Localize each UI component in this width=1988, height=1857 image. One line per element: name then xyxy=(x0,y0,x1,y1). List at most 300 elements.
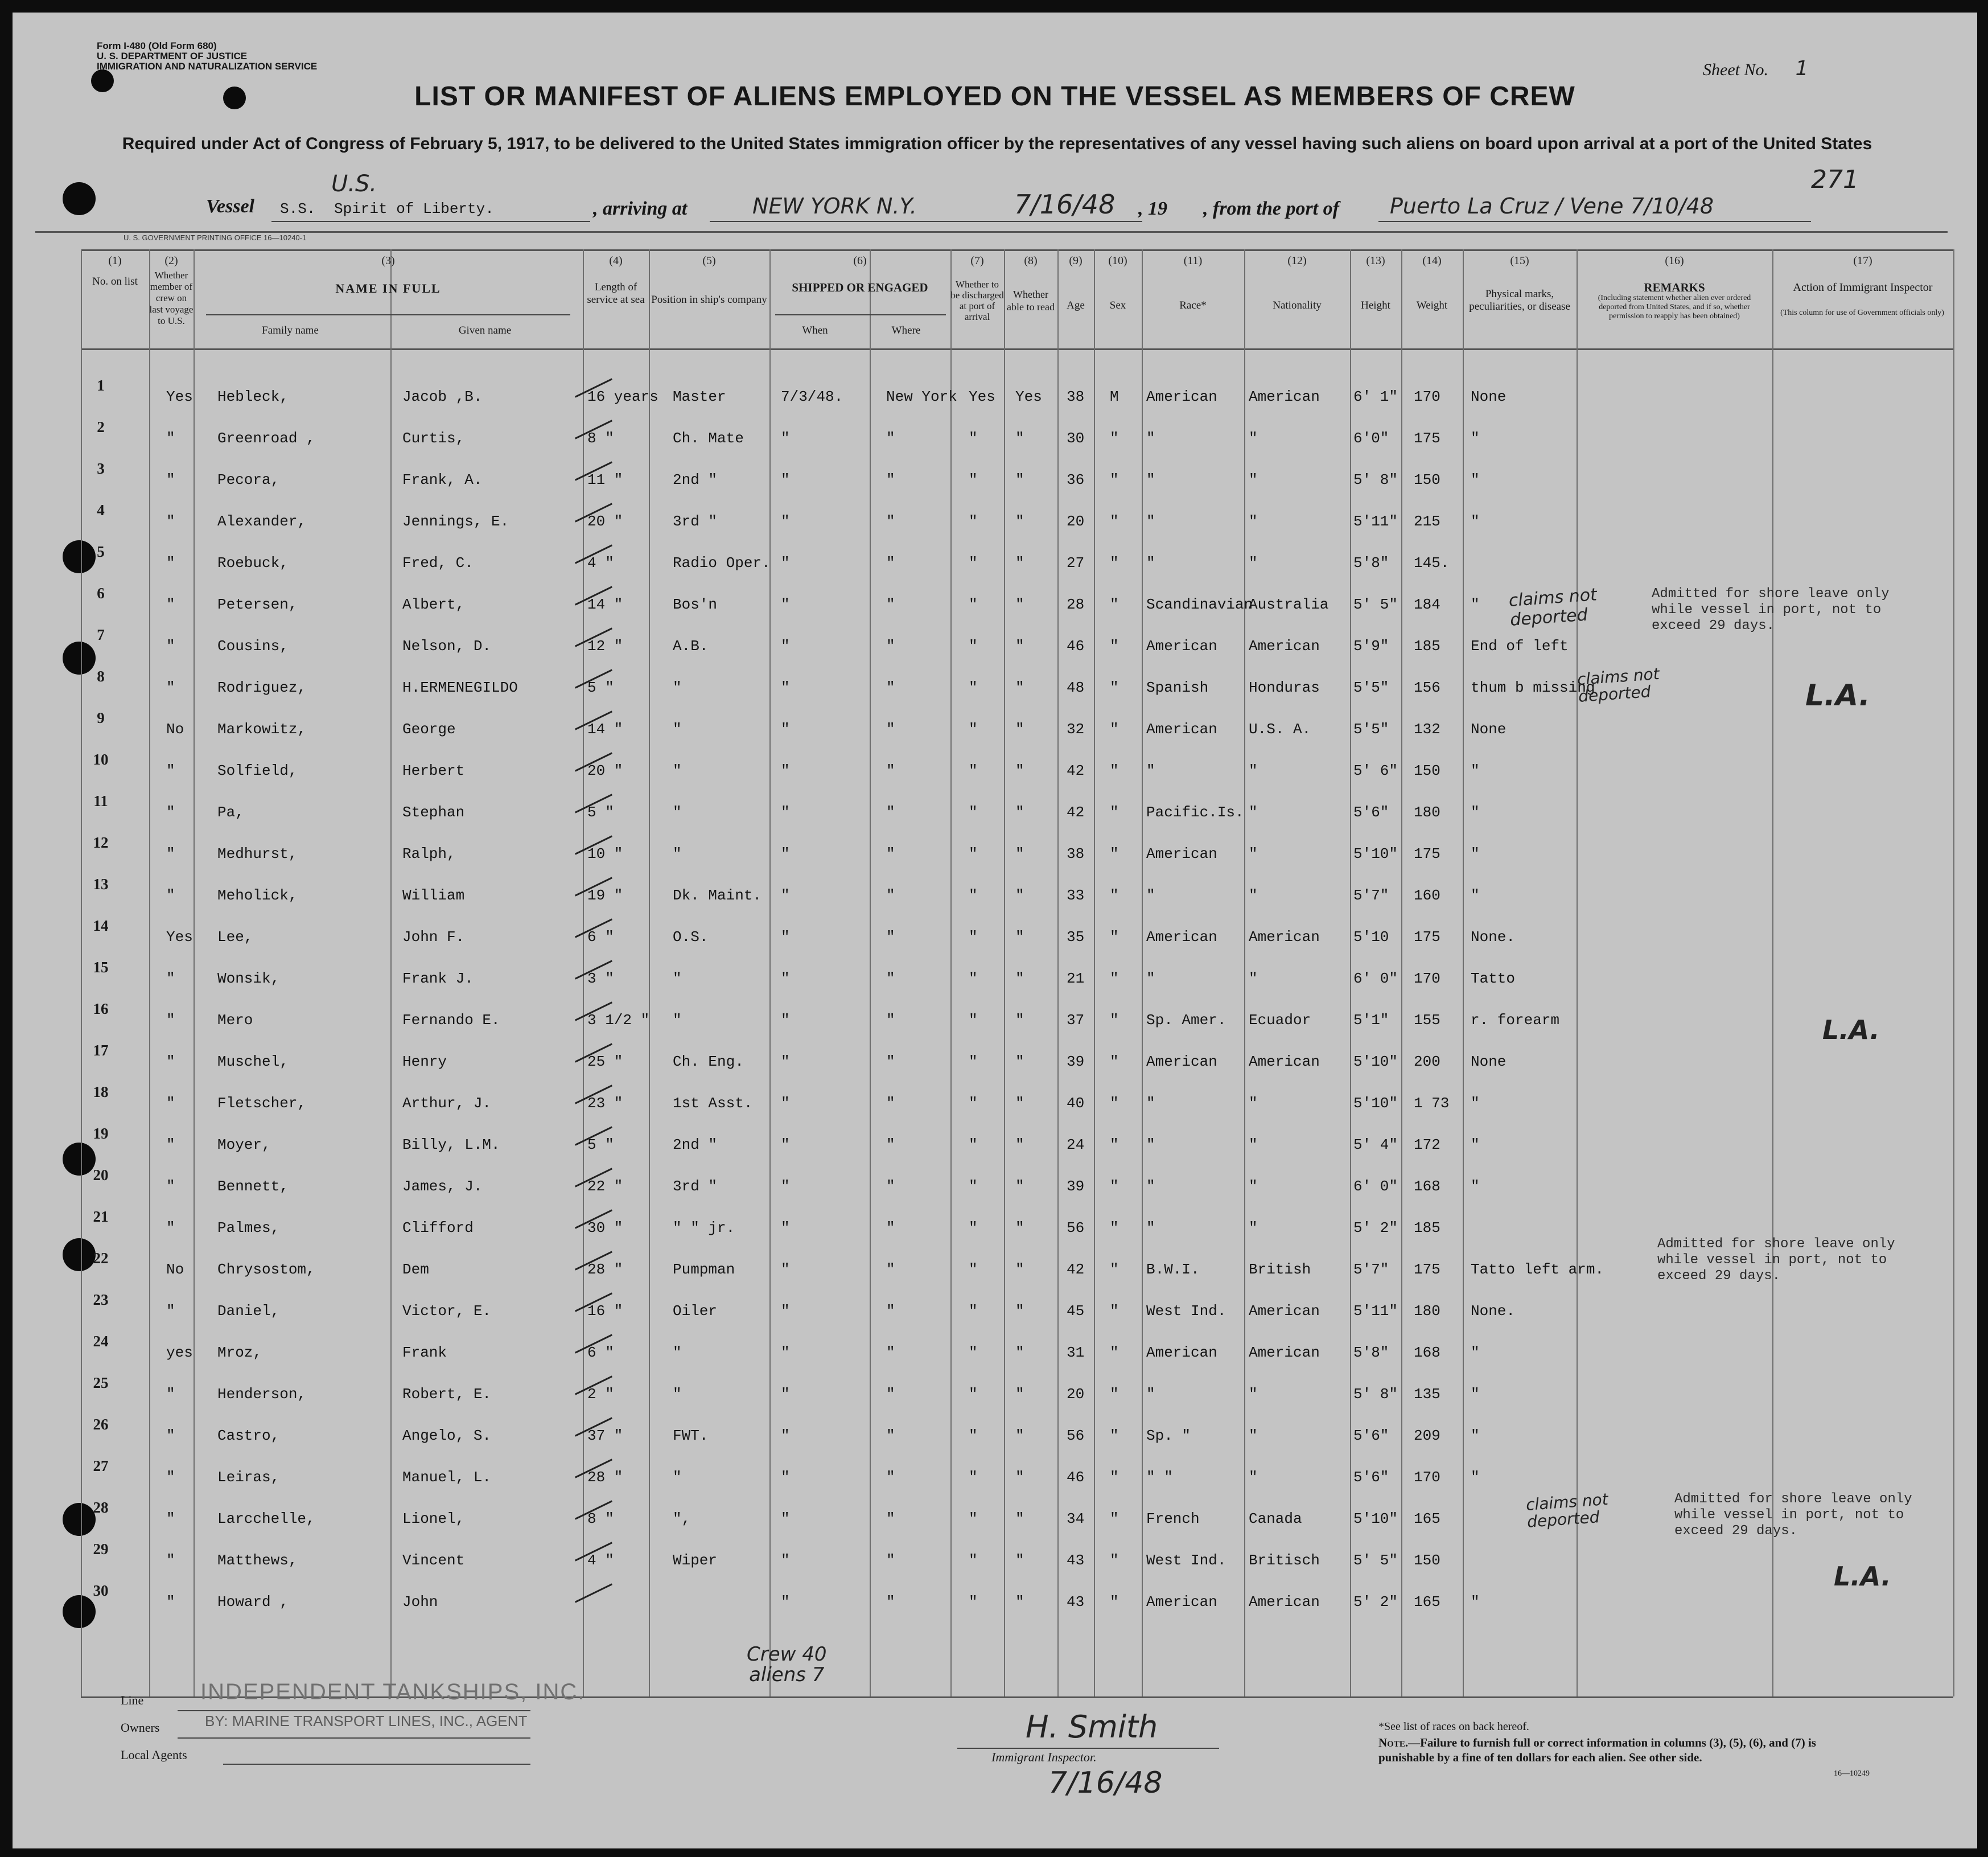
header-no-on-list: No. on list xyxy=(92,276,138,287)
cell-nationality: American xyxy=(1249,1593,1320,1611)
cell-prev-voyage: " xyxy=(166,1510,175,1527)
cell-shipped-where: " xyxy=(886,1053,895,1070)
cell-age: 38 xyxy=(1067,388,1085,405)
cell-prev-voyage: " xyxy=(166,1012,175,1029)
cell-physical-marks: " xyxy=(1471,471,1480,488)
cell-family-name: Bennett, xyxy=(217,1178,289,1195)
cell-shipped-when: " xyxy=(781,596,790,613)
cell-physical-marks: " xyxy=(1471,1386,1480,1403)
cell-race: " xyxy=(1146,513,1155,530)
cell-height: 5'5" xyxy=(1353,679,1389,696)
cell-age: 46 xyxy=(1067,1469,1085,1486)
cell-sex: " xyxy=(1110,554,1119,572)
cell-given-name: Vincent xyxy=(402,1552,465,1569)
inspector-label: Immigrant Inspector. xyxy=(991,1750,1097,1764)
cell-length-of-service: 5 " xyxy=(587,679,614,696)
cell-nationality: " xyxy=(1249,1219,1258,1236)
cell-height: 5' 5" xyxy=(1353,596,1398,613)
cell-given-name: George xyxy=(402,721,456,738)
row-number: 6 xyxy=(97,585,105,602)
cell-height: 5' 6" xyxy=(1353,762,1398,779)
note-text: —Failure to furnish full or correct information in columns (3), (5), (6), and (7) is punishable by a fine of ten dollars for each alien. See other side. xyxy=(1378,1736,1816,1764)
cell-prev-voyage: " xyxy=(166,1178,175,1195)
cell-height: 5'8" xyxy=(1353,1344,1389,1361)
cell-given-name: Frank xyxy=(402,1344,447,1361)
cell-shipped-when: " xyxy=(781,1303,790,1320)
header-family-name: Family name xyxy=(262,324,319,336)
cell-position: ", xyxy=(673,1510,691,1527)
cell-position: " xyxy=(673,1386,682,1403)
cell-physical-marks: " xyxy=(1471,1178,1480,1195)
col-num-17: (17) xyxy=(1853,254,1872,267)
cell-prev-voyage: Yes xyxy=(166,929,193,946)
cell-family-name: Greenroad , xyxy=(217,430,315,447)
cell-age: 39 xyxy=(1067,1178,1085,1195)
header-age: Age xyxy=(1067,299,1085,311)
cell-able-to-read: " xyxy=(1015,430,1024,447)
owners-label: Owners xyxy=(121,1720,160,1735)
cell-age: 42 xyxy=(1067,804,1085,821)
page-subtitle: Required under Act of Congress of February 5, 1917, to be delivered to the United States immigration officer by the representatives of any vessel having such aliens on board upon arrival at a port of the United States xyxy=(122,134,1872,153)
cell-able-to-read: " xyxy=(1015,1344,1024,1361)
cell-length-of-service: 6 " xyxy=(587,1344,614,1361)
cell-height: 5'7" xyxy=(1353,887,1389,904)
cell-age: 56 xyxy=(1067,1427,1085,1444)
note-prefix: Note. xyxy=(1378,1736,1409,1749)
cell-able-to-read: " xyxy=(1015,1136,1024,1153)
cell-race: West Ind. xyxy=(1146,1552,1226,1569)
cell-height: 5'11" xyxy=(1353,513,1398,530)
cell-nationality: " xyxy=(1249,970,1258,987)
cell-length-of-service: 4 " xyxy=(587,554,614,572)
cell-nationality: " xyxy=(1249,1095,1258,1112)
cell-physical-marks: None. xyxy=(1471,1303,1516,1320)
cell-length-of-service: 14 " xyxy=(587,596,623,613)
cell-race: American xyxy=(1146,1053,1217,1070)
table-row xyxy=(13,792,1977,827)
cell-sex: " xyxy=(1110,1053,1119,1070)
row-number: 21 xyxy=(93,1208,109,1225)
cell-length-of-service: 3 1/2 " xyxy=(587,1012,650,1029)
cell-sex: " xyxy=(1110,1386,1119,1403)
cell-position: " xyxy=(673,762,682,779)
cell-prev-voyage: " xyxy=(166,1095,175,1112)
col-num-5: (5) xyxy=(702,254,716,267)
cell-length-of-service: 25 " xyxy=(587,1053,623,1070)
cell-discharged: " xyxy=(969,596,978,613)
cell-nationality: American xyxy=(1249,1303,1320,1320)
cell-given-name: Fred, C. xyxy=(402,554,474,572)
cell-length-of-service: 5 " xyxy=(587,1136,614,1153)
cell-family-name: Rodriguez, xyxy=(217,679,307,696)
cell-given-name: Arthur, J. xyxy=(402,1095,492,1112)
cell-weight: 175 xyxy=(1414,929,1440,946)
table-row xyxy=(13,460,1977,494)
cell-nationality: " xyxy=(1249,430,1258,447)
cell-weight: 184 xyxy=(1414,596,1440,613)
cell-weight: 156 xyxy=(1414,679,1440,696)
cell-position: " xyxy=(673,721,682,738)
cell-age: 46 xyxy=(1067,638,1085,655)
row-number: 13 xyxy=(93,876,109,893)
cell-weight: 135 xyxy=(1414,1386,1440,1403)
cell-position: Ch. Mate xyxy=(673,430,744,447)
cell-shipped-when: " xyxy=(781,1219,790,1236)
crew-count: Crew 40 xyxy=(747,1643,827,1666)
col-num-4: (4) xyxy=(609,254,623,267)
cell-sex: " xyxy=(1110,1303,1119,1320)
inspector-mark-la-1: L.A. xyxy=(1805,679,1870,713)
cell-sex: " xyxy=(1110,1552,1119,1569)
cell-prev-voyage: " xyxy=(166,970,175,987)
cell-shipped-when: " xyxy=(781,471,790,488)
header-inspector-action: Action of Immigrant Inspector xyxy=(1793,281,1933,294)
service-name: IMMIGRATION AND NATURALIZATION SERVICE xyxy=(97,61,318,72)
header-remarks-note: (Including statement whether alien ever ordered deported from United States, and if so, whether permission to reapply has been obtained) xyxy=(1598,294,1751,321)
header-position: Position in ship's company xyxy=(651,294,767,306)
cell-prev-voyage: " xyxy=(166,1427,175,1444)
cell-sex: " xyxy=(1110,762,1119,779)
cell-height: 5'8" xyxy=(1353,554,1389,572)
cell-position: Ch. Eng. xyxy=(673,1053,744,1070)
cell-sex: " xyxy=(1110,1344,1119,1361)
header-race: Race* xyxy=(1179,299,1207,311)
cell-shipped-where: " xyxy=(886,638,895,655)
cell-age: 34 xyxy=(1067,1510,1085,1527)
cell-shipped-where: " xyxy=(886,1344,895,1361)
cell-age: 43 xyxy=(1067,1593,1085,1611)
cell-able-to-read: " xyxy=(1015,1261,1024,1278)
cell-height: 6' 0" xyxy=(1353,1178,1398,1195)
cell-able-to-read: " xyxy=(1015,1095,1024,1112)
cell-age: 32 xyxy=(1067,721,1085,738)
cell-weight: 132 xyxy=(1414,721,1440,738)
from-port-label: , from the port of xyxy=(1203,198,1339,219)
table-row xyxy=(13,543,1977,577)
cell-able-to-read: " xyxy=(1015,804,1024,821)
cell-able-to-read: " xyxy=(1015,1178,1024,1195)
cell-nationality: Canada xyxy=(1249,1510,1302,1527)
cell-weight: 185 xyxy=(1414,1219,1440,1236)
cell-prev-voyage: " xyxy=(166,804,175,821)
cell-age: 43 xyxy=(1067,1552,1085,1569)
cell-shipped-where: " xyxy=(886,596,895,613)
table-row xyxy=(13,917,1977,951)
manifest-sheet xyxy=(13,13,1977,1848)
cell-height: 5' 2" xyxy=(1353,1593,1398,1611)
cell-given-name: Manuel, L. xyxy=(402,1469,492,1486)
cell-able-to-read: " xyxy=(1015,1427,1024,1444)
cell-sex: " xyxy=(1110,679,1119,696)
cell-nationality: " xyxy=(1249,513,1258,530)
cell-age: 33 xyxy=(1067,887,1085,904)
cell-given-name: H.ERMENEGILDO xyxy=(402,679,518,696)
cell-age: 27 xyxy=(1067,554,1085,572)
cell-nationality: U.S. A. xyxy=(1249,721,1311,738)
cell-discharged: " xyxy=(969,845,978,862)
cell-weight: 150 xyxy=(1414,471,1440,488)
cell-shipped-where: " xyxy=(886,1136,895,1153)
cell-weight: 175 xyxy=(1414,1261,1440,1278)
cell-given-name: William xyxy=(402,887,465,904)
cell-race: Spanish xyxy=(1146,679,1209,696)
cell-height: 5'10" xyxy=(1353,1510,1398,1527)
cell-able-to-read: Yes xyxy=(1015,388,1042,405)
form-number: Form I-480 (Old Form 680) xyxy=(97,40,217,51)
cell-height: 5' 4" xyxy=(1353,1136,1398,1153)
vessel-label: Vessel xyxy=(206,196,254,217)
cell-physical-marks: None. xyxy=(1471,929,1516,946)
cell-weight: 165 xyxy=(1414,1510,1440,1527)
cell-prev-voyage: " xyxy=(166,596,175,613)
races-note: *See list of races on back hereof. xyxy=(1378,1720,1529,1733)
cell-discharged: " xyxy=(969,1303,978,1320)
local-agents-label: Local Agents xyxy=(121,1748,187,1762)
col-num-13: (13) xyxy=(1366,254,1385,267)
cell-sex: " xyxy=(1110,1095,1119,1112)
table-row xyxy=(13,959,1977,993)
cell-shipped-where: New York xyxy=(886,388,957,405)
cell-height: 5'7" xyxy=(1353,1261,1389,1278)
cell-nationality: American xyxy=(1249,929,1320,946)
cell-length-of-service: 20 " xyxy=(587,513,623,530)
cell-height: 5'10 xyxy=(1353,929,1389,946)
row-number: 18 xyxy=(93,1083,109,1100)
cell-length-of-service: 10 " xyxy=(587,845,623,862)
cell-discharged: " xyxy=(969,1427,978,1444)
cell-height: 5'5" xyxy=(1353,721,1389,738)
cell-physical-marks: " xyxy=(1471,430,1480,447)
cell-able-to-read: " xyxy=(1015,1219,1024,1236)
cell-race: American xyxy=(1146,1344,1217,1361)
cell-height: 5'10" xyxy=(1353,845,1398,862)
cell-physical-marks: " xyxy=(1471,1469,1480,1486)
cell-physical-marks: " xyxy=(1471,1095,1480,1112)
cell-discharged: " xyxy=(969,1012,978,1029)
cell-age: 21 xyxy=(1067,970,1085,987)
cell-height: 5'6" xyxy=(1353,1469,1389,1486)
cell-prev-voyage: No xyxy=(166,721,184,738)
cell-able-to-read: " xyxy=(1015,679,1024,696)
row-number: 9 xyxy=(97,709,105,726)
header-physical-marks: Physical marks, peculiarities, or disease xyxy=(1469,288,1570,313)
cell-nationality: " xyxy=(1249,1136,1258,1153)
cell-nationality: " xyxy=(1249,762,1258,779)
cell-physical-marks: " xyxy=(1471,887,1480,904)
line-stamp: INDEPENDENT TANKSHIPS, INC. xyxy=(200,1679,586,1704)
col-num-11: (11) xyxy=(1183,254,1203,267)
cell-shipped-where: " xyxy=(886,1593,895,1611)
table-row xyxy=(13,1083,1977,1118)
cell-position: 2nd " xyxy=(673,1136,718,1153)
cell-race: American xyxy=(1146,388,1217,405)
cell-given-name: James, J. xyxy=(402,1178,483,1195)
cell-age: 39 xyxy=(1067,1053,1085,1070)
cell-weight: 175 xyxy=(1414,845,1440,862)
cell-position: A.B. xyxy=(673,638,709,655)
cell-physical-marks: " xyxy=(1471,1344,1480,1361)
col-num-9: (9) xyxy=(1069,254,1083,267)
row-number: 8 xyxy=(97,668,105,685)
cell-shipped-where: " xyxy=(886,929,895,946)
cell-nationality: " xyxy=(1249,554,1258,572)
col-num-8: (8) xyxy=(1024,254,1038,267)
cell-physical-marks: None xyxy=(1471,388,1507,405)
header-height: Height xyxy=(1361,299,1390,311)
cell-race: " xyxy=(1146,762,1155,779)
cell-race: American xyxy=(1146,638,1217,655)
cell-physical-marks: " xyxy=(1471,1136,1480,1153)
col-num-14: (14) xyxy=(1422,254,1442,267)
table-row xyxy=(13,751,1977,785)
cell-shipped-where: " xyxy=(886,887,895,904)
cell-age: 38 xyxy=(1067,845,1085,862)
cell-discharged: " xyxy=(969,804,978,821)
cell-shipped-when: " xyxy=(781,1012,790,1029)
cell-length-of-service: 8 " xyxy=(587,1510,614,1527)
row-number: 1 xyxy=(97,377,105,394)
cell-nationality: American xyxy=(1249,638,1320,655)
cell-race: " xyxy=(1146,430,1155,447)
cell-age: 36 xyxy=(1067,471,1085,488)
aliens-count: aliens 7 xyxy=(749,1663,825,1686)
cell-weight: 215 xyxy=(1414,513,1440,530)
cell-height: 5'10" xyxy=(1353,1053,1398,1070)
cell-weight: 185 xyxy=(1414,638,1440,655)
cell-family-name: Leiras, xyxy=(217,1469,280,1486)
table-row xyxy=(13,377,1977,411)
header-weight: Weight xyxy=(1416,299,1448,311)
cell-position: Bos'n xyxy=(673,596,718,613)
cell-race: " xyxy=(1146,970,1155,987)
cell-age: 24 xyxy=(1067,1136,1085,1153)
table-row xyxy=(13,1166,1977,1201)
cell-prev-voyage: " xyxy=(166,1136,175,1153)
cell-given-name: Albert, xyxy=(402,596,465,613)
year-label: , 19 xyxy=(1138,198,1167,219)
table-row xyxy=(13,1291,1977,1325)
header-given-name: Given name xyxy=(458,324,512,336)
cell-family-name: Larcchelle, xyxy=(217,1510,315,1527)
cell-prev-voyage: " xyxy=(166,554,175,572)
table-row xyxy=(13,1416,1977,1450)
cell-length-of-service: 6 " xyxy=(587,929,614,946)
cell-sex: " xyxy=(1110,1261,1119,1278)
inspector-mark-la-2: L.A. xyxy=(1822,1014,1880,1045)
cell-position: Master xyxy=(673,388,726,405)
cell-shipped-when: " xyxy=(781,1344,790,1361)
cell-shipped-where: " xyxy=(886,804,895,821)
cell-position: " " jr. xyxy=(673,1219,735,1236)
cell-length-of-service: 28 " xyxy=(587,1261,623,1278)
cell-shipped-when: " xyxy=(781,762,790,779)
cell-weight: 175 xyxy=(1414,430,1440,447)
cell-nationality: American xyxy=(1249,1344,1320,1361)
cell-discharged: " xyxy=(969,721,978,738)
cell-family-name: Pecora, xyxy=(217,471,280,488)
header-nationality: Nationality xyxy=(1273,299,1322,311)
cell-age: 40 xyxy=(1067,1095,1085,1112)
cell-age: 20 xyxy=(1067,1386,1085,1403)
row-number: 20 xyxy=(93,1166,109,1184)
handwritten-note-claims-not-deported-1: claims not deported xyxy=(1508,585,1598,630)
cell-discharged: " xyxy=(969,1510,978,1527)
col-num-7: (7) xyxy=(970,254,984,267)
cell-prev-voyage: " xyxy=(166,1552,175,1569)
cell-race: " xyxy=(1146,887,1155,904)
cell-shipped-when: 7/3/48. xyxy=(781,388,843,405)
cell-shipped-where: " xyxy=(886,1552,895,1569)
cell-family-name: Pa, xyxy=(217,804,244,821)
cell-position: " xyxy=(673,1344,682,1361)
cell-position: " xyxy=(673,804,682,821)
cell-weight: 168 xyxy=(1414,1178,1440,1195)
cell-sex: " xyxy=(1110,1469,1119,1486)
cell-shipped-where: " xyxy=(886,679,895,696)
cell-shipped-when: " xyxy=(781,1178,790,1195)
cell-able-to-read: " xyxy=(1015,1012,1024,1029)
cell-discharged: " xyxy=(969,887,978,904)
row-number: 23 xyxy=(93,1291,109,1308)
cell-able-to-read: " xyxy=(1015,1469,1024,1486)
cell-weight: 170 xyxy=(1414,970,1440,987)
cell-position: Dk. Maint. xyxy=(673,887,762,904)
cell-family-name: Meholick, xyxy=(217,887,298,904)
cell-given-name: Victor, E. xyxy=(402,1303,492,1320)
cell-able-to-read: " xyxy=(1015,1303,1024,1320)
cell-given-name: Nelson, D. xyxy=(402,638,492,655)
cell-nationality: Ecuador xyxy=(1249,1012,1311,1029)
cell-physical-marks: End of left xyxy=(1471,638,1569,655)
cell-race: B.W.I. xyxy=(1146,1261,1200,1278)
cell-sex: " xyxy=(1110,845,1119,862)
cell-shipped-when: " xyxy=(781,929,790,946)
cell-shipped-when: " xyxy=(781,1552,790,1569)
cell-sex: " xyxy=(1110,638,1119,655)
cell-weight: 1 73 xyxy=(1414,1095,1450,1112)
col-num-6: (6) xyxy=(853,254,867,267)
cell-given-name: Clifford xyxy=(402,1219,474,1236)
cell-sex: " xyxy=(1110,970,1119,987)
cell-physical-marks: r. forearm xyxy=(1471,1012,1560,1029)
cell-discharged: " xyxy=(969,679,978,696)
cell-family-name: Mero xyxy=(217,1012,253,1029)
cell-family-name: Solfield, xyxy=(217,762,298,779)
cell-position: " xyxy=(673,845,682,862)
cell-weight: 150 xyxy=(1414,762,1440,779)
header-remarks: REMARKS xyxy=(1644,281,1705,294)
cell-prev-voyage: " xyxy=(166,1469,175,1486)
row-number: 24 xyxy=(93,1333,109,1350)
cell-race: " xyxy=(1146,1386,1155,1403)
cell-weight: 145. xyxy=(1414,554,1450,572)
department: U. S. DEPARTMENT OF JUSTICE xyxy=(97,51,248,61)
cell-nationality: British xyxy=(1249,1261,1311,1278)
cell-shipped-when: " xyxy=(781,1095,790,1112)
cell-weight: 170 xyxy=(1414,388,1440,405)
cell-nationality: American xyxy=(1249,388,1320,405)
cell-shipped-where: " xyxy=(886,513,895,530)
cell-family-name: Lee, xyxy=(217,929,253,946)
cell-sex: " xyxy=(1110,721,1119,738)
cell-position: " xyxy=(673,679,682,696)
cell-race: American xyxy=(1146,845,1217,862)
cell-discharged: " xyxy=(969,513,978,530)
remark-shore-leave-1: Admitted for shore leave only while vessel in port, not to exceed 29 days. xyxy=(1652,586,1890,634)
cell-shipped-when: " xyxy=(781,679,790,696)
cell-length-of-service: 2 " xyxy=(587,1386,614,1403)
cell-age: 45 xyxy=(1067,1303,1085,1320)
